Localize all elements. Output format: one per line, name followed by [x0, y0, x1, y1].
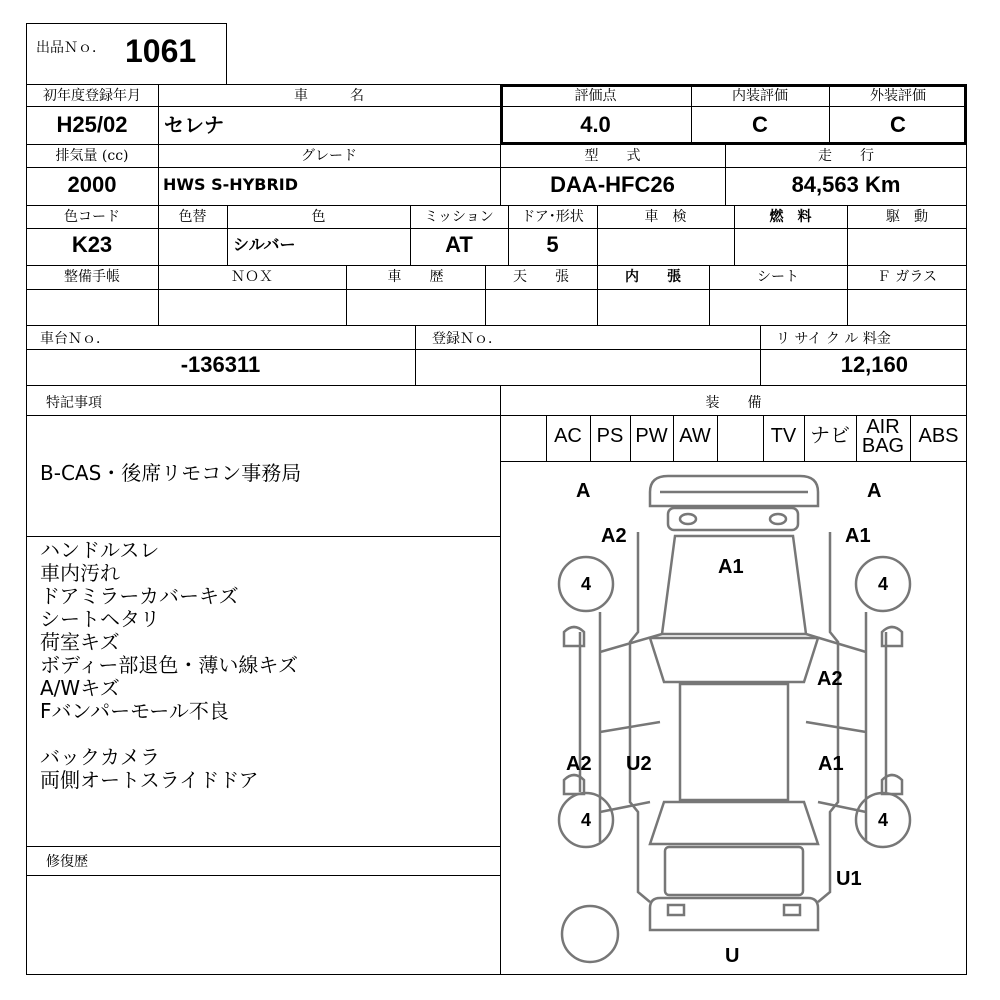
equipment-airbag: AIR BAG [861, 416, 905, 457]
damage-mark: A1 [845, 525, 871, 547]
first-registration-value: H25/02 [56, 112, 128, 137]
tire-tread-front-right: 4 [877, 574, 888, 594]
damage-mark: A [867, 480, 882, 502]
lot-label: 出品Ｎｏ． [36, 40, 106, 56]
damage-mark: A2 [817, 668, 843, 690]
grade-value: HWS S-HYBRID [163, 175, 299, 194]
label-color: 色 [311, 209, 326, 225]
lot-number: 1061 [125, 33, 197, 69]
label-drive: 駆 動 [886, 209, 928, 225]
equipment-abs: ABS [918, 425, 959, 447]
model-value: DAA-HFC26 [550, 172, 675, 197]
label-mileage: 走 行 [818, 148, 874, 164]
equipment-navi: ナビ [810, 425, 850, 447]
damage-mark: A2 [566, 753, 592, 775]
remark-line: 両側オートスライドドア [40, 768, 259, 792]
car-name-value: セレナ [164, 113, 224, 137]
label-front-glass: Ｆ ガラス [876, 269, 938, 285]
damage-mark: A1 [818, 753, 844, 775]
door-value: 5 [546, 232, 559, 257]
label-color-code: 色コード [64, 209, 120, 225]
tire-tread-rear-left: 4 [580, 810, 591, 830]
chassis-number-value: -136311 [180, 352, 261, 377]
damage-mark: U1 [836, 868, 862, 890]
transmission-value: AT [445, 232, 473, 257]
notes-text: B-CAS・後席リモコン事務局 [40, 461, 302, 485]
remark-line: ボディー部退色・薄い線キズ [40, 653, 298, 677]
label-model: 型 式 [584, 148, 641, 164]
color-code-value: K23 [71, 232, 113, 257]
label-displacement: 排気量 (cc) [55, 148, 129, 164]
label-score: 評価点 [574, 88, 617, 104]
damage-mark: U2 [626, 753, 652, 775]
damage-mark: U [725, 945, 740, 967]
label-door-body: ドア･形状 [521, 209, 584, 225]
remark-line: 車内汚れ [40, 561, 120, 585]
label-grade: グレード [301, 148, 357, 164]
label-inspection: 車 検 [644, 209, 687, 225]
equipment-ac: AC [554, 425, 582, 447]
label-maintenance-record: 整備手帳 [64, 269, 120, 285]
interior-grade-value: C [752, 112, 768, 137]
label-transmission: ミッション [424, 209, 494, 225]
label-equipment: 装 備 [705, 395, 762, 411]
label-repaint: 色替 [178, 209, 207, 225]
label-first-registration: 初年度登録年月 [43, 88, 141, 104]
remark-line: ハンドルスレ [40, 538, 160, 562]
damage-mark: A [576, 480, 591, 502]
mileage-value: 84,563 Km [791, 172, 901, 197]
damage-mark: A1 [718, 556, 744, 578]
label-exterior-grade: 外装評価 [870, 88, 926, 104]
equipment-aw: AW [679, 425, 711, 447]
remark-line: Fバンパーモール不良 [40, 699, 229, 723]
label-interior-grade: 内装評価 [732, 88, 788, 104]
label-repair-history: 修復歴 [46, 854, 88, 870]
equipment-tv: TV [770, 425, 797, 447]
damage-mark: A2 [601, 525, 627, 547]
remark-line: シートヘタリ [40, 607, 160, 631]
recycle-fee-value: 12,160 [840, 352, 908, 377]
exterior-grade-value: C [890, 112, 906, 137]
label-recycle-fee: リ サイ ク ル 料金 [776, 331, 891, 347]
displacement-value: 2000 [67, 172, 117, 197]
car-body-diagram [500, 462, 966, 974]
label-interior-lining: 内 張 [625, 269, 681, 285]
remark-line: A/Wキズ [40, 676, 120, 700]
remark-line: バックカメラ [40, 745, 160, 769]
label-vehicle-history: 車 歴 [387, 269, 444, 285]
tire-tread-front-left: 4 [580, 574, 591, 594]
label-chassis-number: 車台Ｎｏ． [40, 331, 110, 347]
remark-line: ドアミラーカバーキズ [40, 584, 239, 608]
tire-tread-rear-right: 4 [877, 810, 888, 830]
label-headliner: 天 張 [513, 269, 569, 285]
label-car-name: 車 名 [294, 88, 364, 104]
score-value: 4.0 [580, 112, 611, 137]
remark-line: 荷室キズ [40, 630, 120, 654]
label-fuel: 燃 料 [769, 209, 812, 225]
label-seat: シート [757, 269, 799, 285]
equipment-pw: PW [635, 425, 668, 447]
equipment-ps: PS [596, 425, 624, 447]
label-registration-number: 登録Ｎｏ． [432, 331, 502, 347]
label-special-notes: 特記事項 [46, 395, 102, 411]
label-nox: ＮＯＸ [231, 269, 273, 285]
color-value: シルバー [233, 235, 296, 254]
